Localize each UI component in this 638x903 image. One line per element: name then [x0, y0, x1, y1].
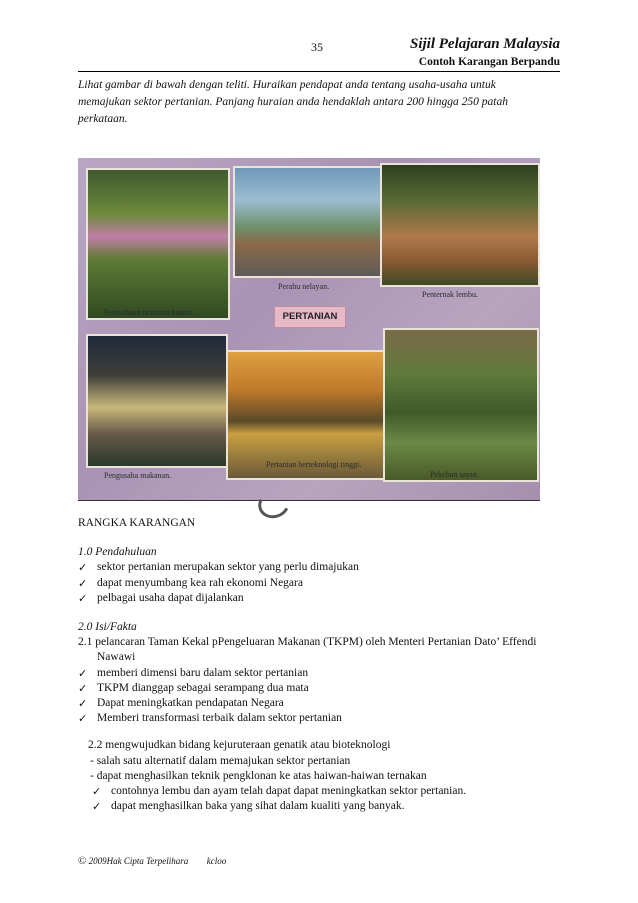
outline-heading: RANGKA KARANGAN — [78, 517, 196, 529]
intro-title: 1.0 Pendahuluan — [78, 546, 157, 559]
header-rule — [78, 71, 560, 72]
list-item: - salah satu alternatif dalam memajukan sektor pertanian — [90, 754, 351, 767]
caption-hitech-farming: Pertanian berteknologi tinggi. — [266, 460, 362, 469]
list-item: ✓ dapat menghasilkan baka yang sihat dalam kualiti yang banyak. — [78, 799, 558, 814]
list-item: ✓ dapat menyumbang kea rah ekonomi Negara — [78, 576, 558, 591]
list-item: ✓ contohnya lembu dan ayam telah dapat dapat meningkatkan sektor pertanian. — [78, 784, 558, 799]
footer-copyright-text: 2009Hak Cipta Terpelihara — [88, 856, 189, 866]
content-title: 2.0 Isi/Fakta — [78, 621, 137, 634]
point-2-1-title: 2.1 pelancaran Taman Kekal pPengeluaran Makanan (TKPM) oleh Menteri Pertanian Dato’ Effendi — [78, 636, 537, 649]
caption-food-vendors: Pengusaha makanan. — [104, 471, 172, 480]
picture-collage — [78, 158, 540, 500]
copyright-symbol: © — [78, 855, 87, 867]
instruction-text: Lihat gambar di bawah dengan teliti. Huraikan pendapat anda tentang usaha-usaha untuk memajukan sektor pertanian. Panjang huraian anda hendaklah antara 200 hingga 250 patah perkataan. — [78, 79, 508, 125]
list-item: ✓ Memberi transformasi terbaik dalam sektor pertanian — [78, 711, 558, 726]
photo-fishing-boats — [233, 166, 385, 278]
list-item: ✓ Dapat meningkatkan pendapatan Negara — [78, 696, 558, 711]
outline-content — [78, 512, 558, 814]
caption-ornamental-plants: Perusahaan tanaman hiasan. — [104, 308, 194, 317]
page-number: 35 — [311, 40, 323, 54]
caption-cattle-farm: Penternak lembu. — [422, 290, 478, 299]
photo-cattle-farm — [380, 163, 540, 287]
header-subtitle: Contoh Karangan Berpandu — [418, 56, 560, 68]
collage-center-label: PERTANIAN — [274, 306, 346, 328]
list-item: ✓ pelbagai usaha dapat dijalankan — [78, 591, 558, 606]
list-item: - dapat menghasilkan teknik pengklonan ke atas haiwan-haiwan ternakan — [90, 769, 427, 782]
photo-vegetable-farm — [383, 328, 539, 482]
list-item: ✓ TKPM dianggap sebagai serampang dua mata — [78, 681, 558, 696]
list-item: ✓ sektor pertanian merupakan sektor yang perlu dimajukan — [78, 560, 558, 575]
collage-rule — [78, 500, 540, 501]
list-item: ✓ memberi dimensi baru dalam sektor pertanian — [78, 666, 558, 681]
footer-author: kcloo — [206, 856, 227, 866]
caption-fishing-boats: Perahu nelayan. — [278, 282, 330, 291]
caption-vegetable-farm: Pekebun sayur. — [430, 470, 479, 479]
photo-food-vendors — [86, 334, 228, 468]
point-2-2-title: 2.2 mengwujudkan bidang kejuruteraan genatik atau bioteknologi — [88, 739, 391, 752]
photo-ornamental-plants — [86, 168, 230, 320]
header-title: Sijil Pelajaran Malaysia — [409, 36, 560, 52]
point-2-1-title-cont: Nawawi — [97, 651, 136, 664]
footer — [78, 855, 226, 867]
